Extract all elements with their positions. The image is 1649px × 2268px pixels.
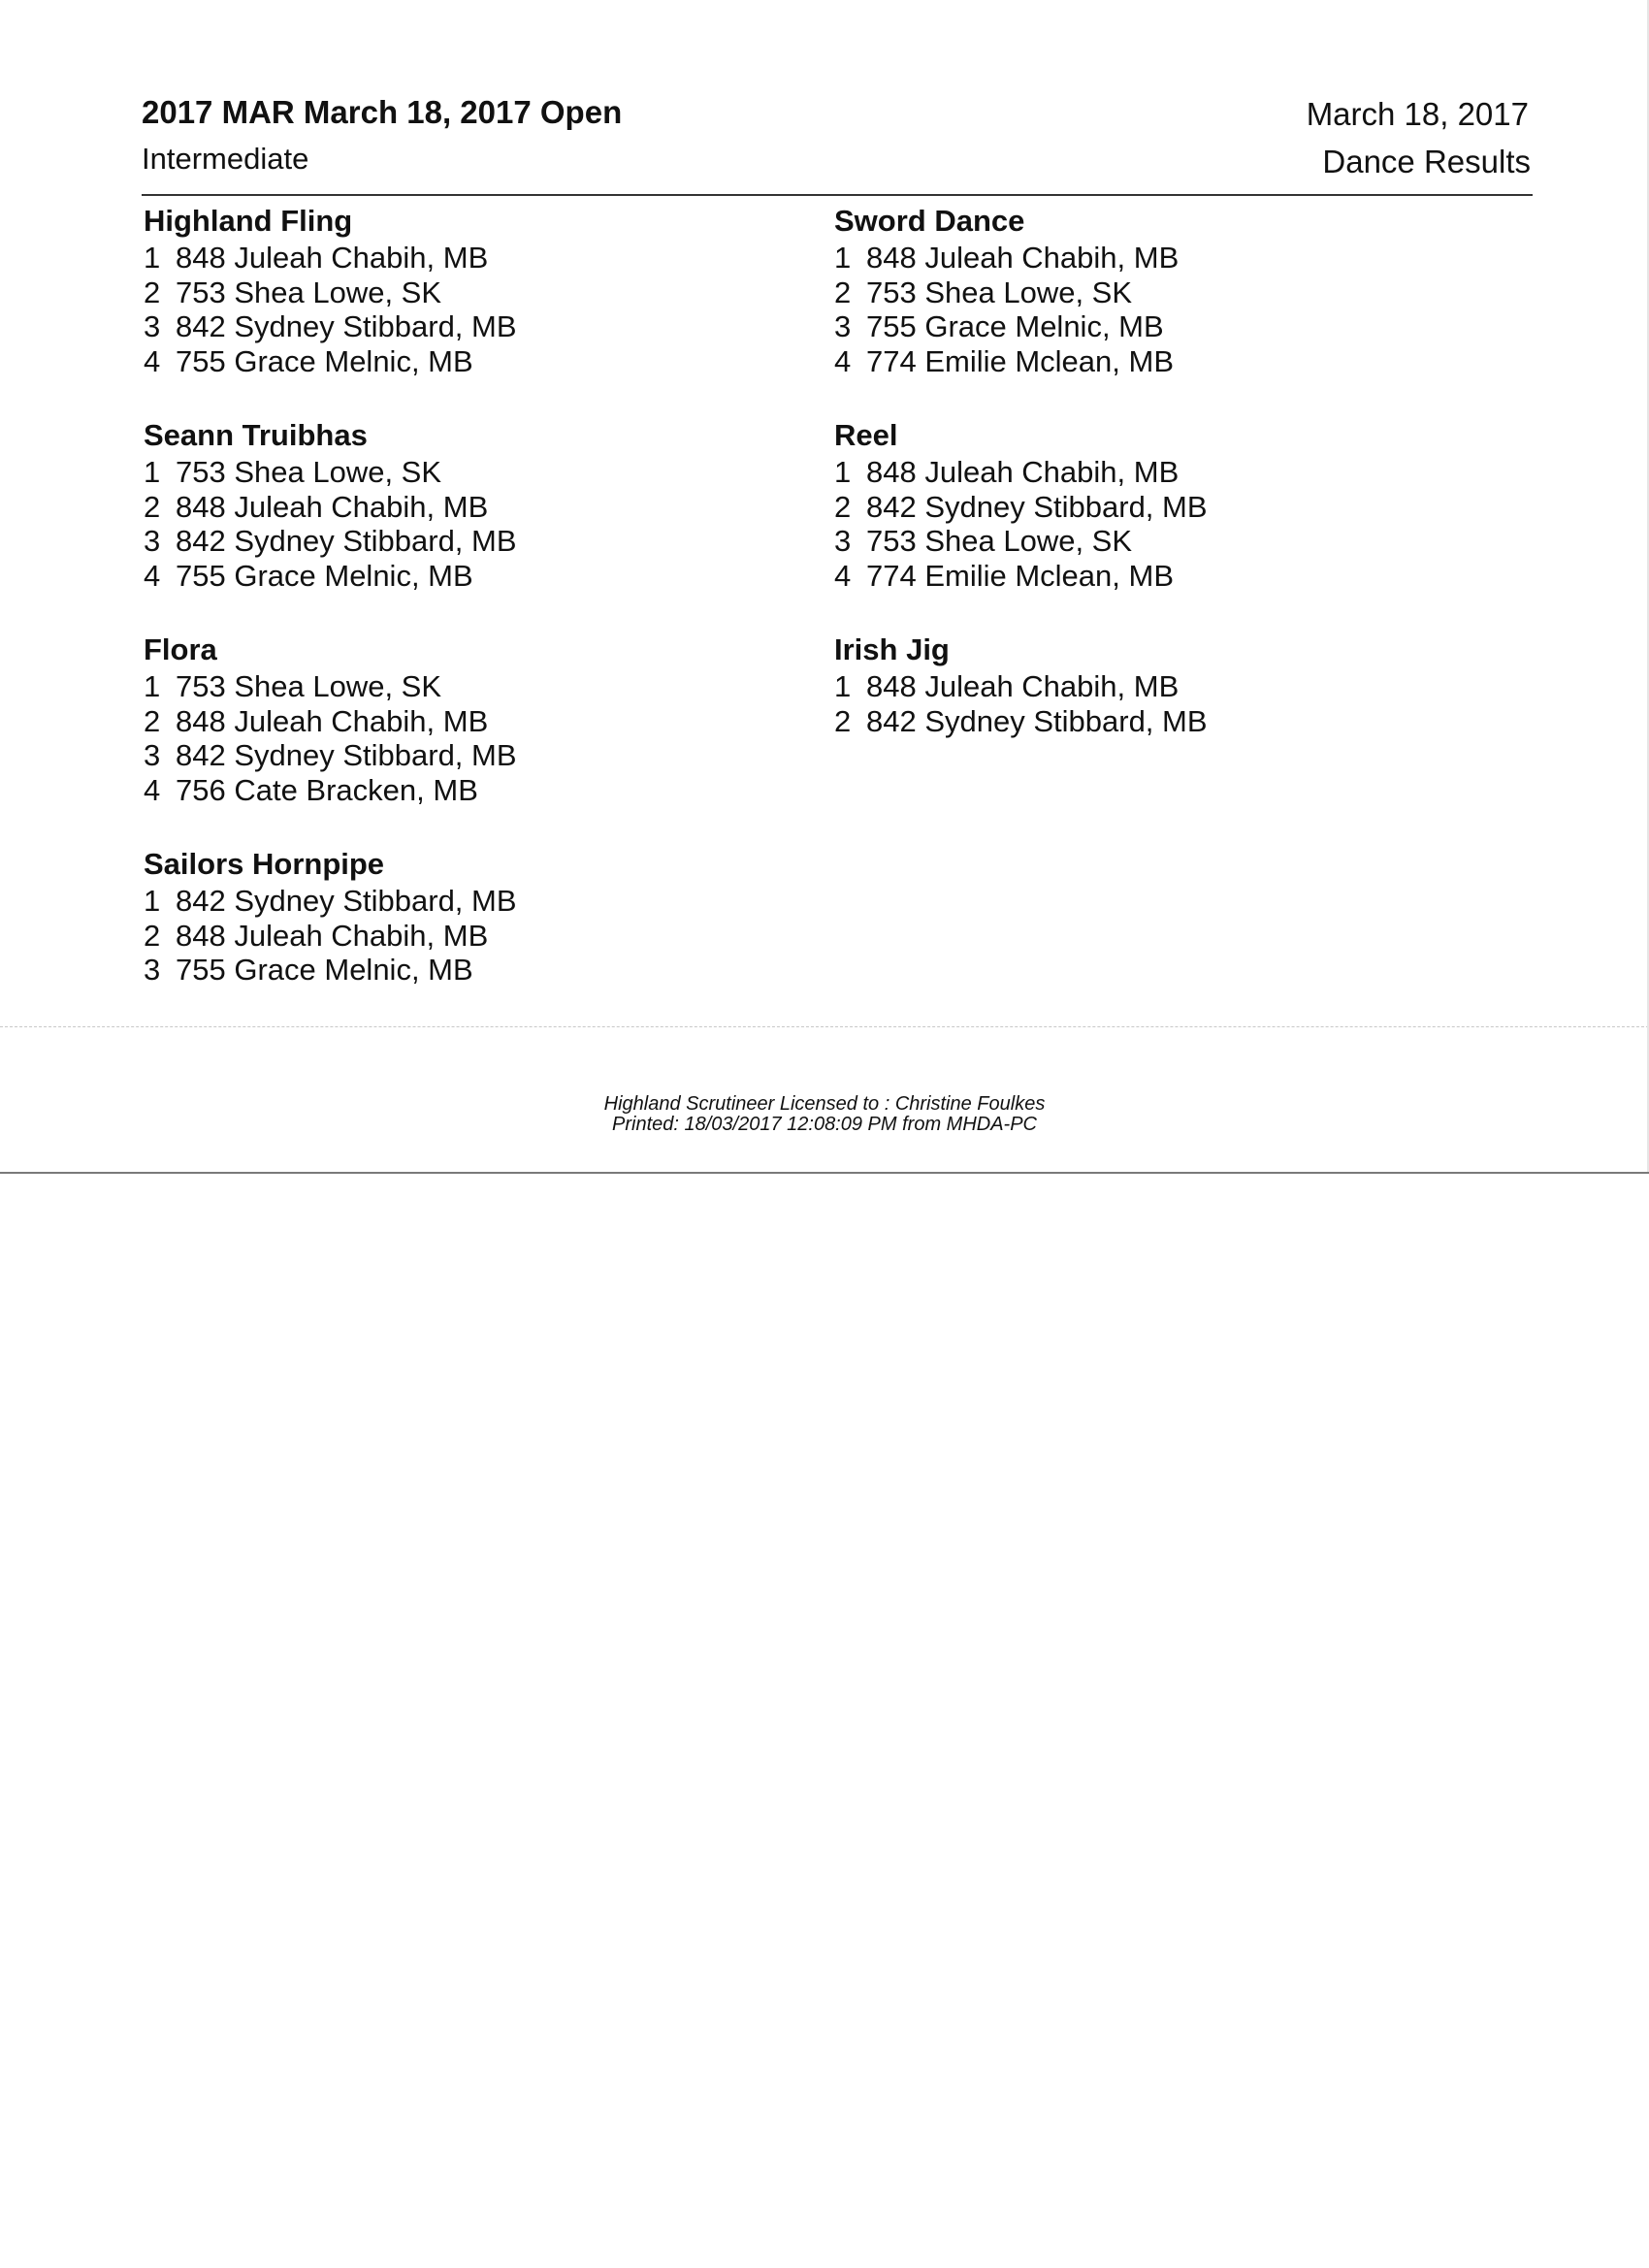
placing: 3 [144,309,161,343]
event-block [834,202,1436,378]
result-row [834,559,1436,594]
result-row [834,490,1436,525]
dancer-entry: 848 Juleah Chabih, MB [176,918,489,953]
event-name: Highland Fling [144,204,353,238]
dancer-entry: 774 Emilie Mclean, MB [866,343,1175,378]
event-block [144,845,745,988]
event-name: Flora [144,632,217,666]
result-row [144,738,745,773]
dancer-entry: 842 Sydney Stibbard, MB [176,524,517,558]
placing: 1 [144,241,161,275]
result-row [144,275,745,310]
placing: 2 [834,275,852,309]
placing: 1 [144,455,161,489]
dancer-entry: 848 Juleah Chabih, MB [176,703,489,738]
document-type: Dance Results [1322,144,1531,179]
page-bottom-edge [0,1172,1649,1174]
placing: 2 [144,703,161,738]
result-row [144,524,745,559]
placing: 4 [834,343,852,378]
dancer-entry: 848 Juleah Chabih, MB [866,241,1180,275]
dancer-entry: 753 Shea Lowe, SK [866,524,1133,558]
dancer-entry: 848 Juleah Chabih, MB [866,455,1180,489]
placing: 4 [144,772,161,807]
placing: 1 [144,884,161,918]
dancer-entry: 753 Shea Lowe, SK [176,669,442,703]
result-row [834,275,1436,310]
result-row [144,490,745,525]
result-row [834,344,1436,379]
event-block [834,631,1436,738]
result-row [144,241,745,275]
dancer-entry: 842 Sydney Stibbard, MB [176,884,517,918]
event-block [144,202,745,378]
result-row [144,884,745,919]
license-line: Highland Scrutineer Licensed to : Christine Foulkes [603,1093,1046,1115]
event-name: Irish Jig [834,632,950,666]
placing: 2 [144,489,161,524]
placing: 3 [144,953,161,987]
event-block [144,416,745,593]
event-block [834,416,1436,593]
dancer-entry: 842 Sydney Stibbard, MB [866,489,1208,524]
result-row [144,309,745,344]
dancer-entry: 753 Shea Lowe, SK [866,275,1133,309]
competition-level: Intermediate [142,142,309,176]
event-block [144,631,745,807]
placing: 3 [834,309,852,343]
dancer-entry: 755 Grace Melnic, MB [176,953,473,987]
dancer-entry: 774 Emilie Mclean, MB [866,558,1175,593]
placing: 1 [834,241,852,275]
printed-line: Printed: 18/03/2017 12:08:09 PM from MHDA-PC [612,1114,1037,1135]
dancer-entry: 755 Grace Melnic, MB [866,309,1164,343]
placing: 2 [834,703,852,738]
dancer-entry: 753 Shea Lowe, SK [176,455,442,489]
result-row [834,704,1436,739]
print-footer [0,1094,1649,1135]
dancer-entry: 756 Cate Bracken, MB [176,772,478,807]
event-name: Sword Dance [834,204,1025,238]
document-title: 2017 MAR March 18, 2017 Open [142,94,623,130]
placing: 3 [834,524,852,558]
header-divider [142,194,1533,196]
placing: 4 [834,558,852,593]
result-row [834,524,1436,559]
placing: 1 [834,669,852,703]
event-name: Sailors Hornpipe [144,847,385,881]
dancer-entry: 842 Sydney Stibbard, MB [176,309,517,343]
result-row [144,704,745,739]
dancer-entry: 842 Sydney Stibbard, MB [866,703,1208,738]
dancer-entry: 753 Shea Lowe, SK [176,275,442,309]
result-row [144,669,745,704]
result-row [144,773,745,808]
dancer-entry: 848 Juleah Chabih, MB [176,241,489,275]
placing: 2 [834,489,852,524]
result-row [144,344,745,379]
result-row [834,241,1436,275]
result-row [144,953,745,988]
placing: 2 [144,275,161,309]
dancer-entry: 848 Juleah Chabih, MB [866,669,1180,703]
event-name: Reel [834,418,898,452]
dancer-entry: 842 Sydney Stibbard, MB [176,738,517,772]
results-column-left [144,202,745,1025]
result-row [144,559,745,594]
result-row [834,669,1436,704]
dancer-entry: 755 Grace Melnic, MB [176,343,473,378]
placing: 1 [144,669,161,703]
result-row [144,919,745,954]
placing: 4 [144,558,161,593]
dancer-entry: 755 Grace Melnic, MB [176,558,473,593]
dancer-entry: 848 Juleah Chabih, MB [176,489,489,524]
header-date: March 18, 2017 [1306,96,1529,132]
event-name: Seann Truibhas [144,418,368,452]
perforation-line [0,1026,1649,1027]
result-row [834,455,1436,490]
placing: 3 [144,524,161,558]
placing: 2 [144,918,161,953]
placing: 4 [144,343,161,378]
result-row [834,309,1436,344]
placing: 3 [144,738,161,772]
result-row [144,455,745,490]
placing: 1 [834,455,852,489]
results-column-right [834,202,1436,776]
